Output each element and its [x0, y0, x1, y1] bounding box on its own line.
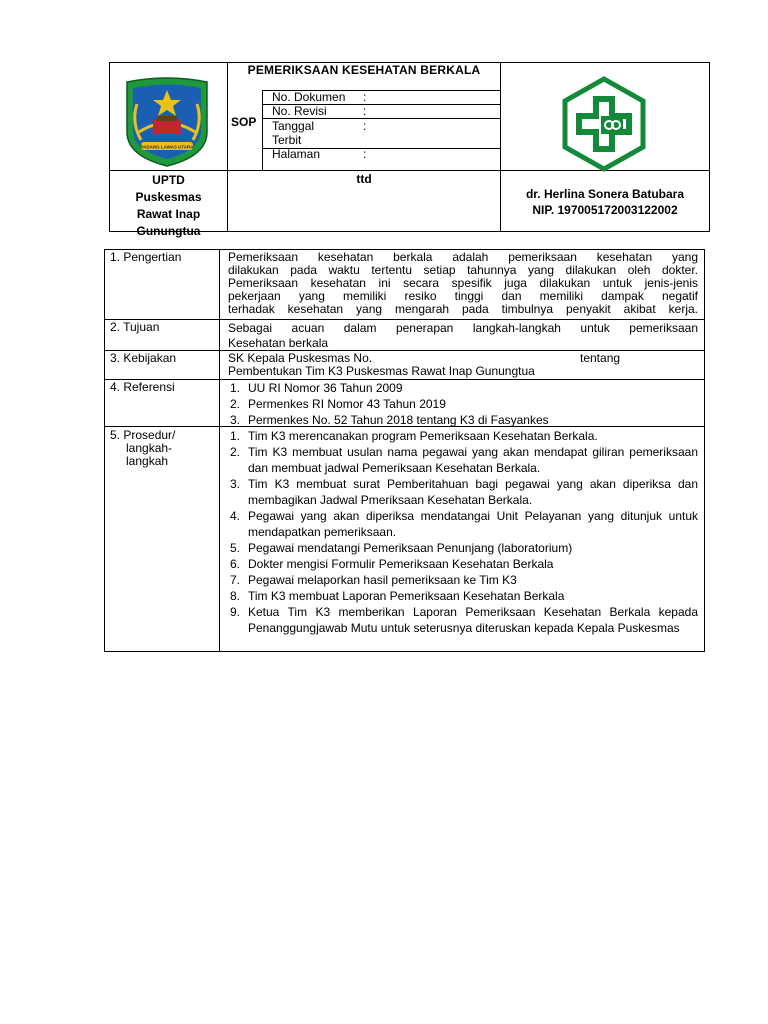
text-line: terhadak kesehatan yang mengarah pada timbulnya penyakit akibat kerja. — [228, 302, 698, 316]
label-line: langkah — [126, 454, 169, 468]
doc-field-colon: : — [363, 147, 367, 161]
kebijakan-tentang: tentang — [580, 351, 621, 365]
list-item: 2. Permenkes RI Nomor 43 Tahun 2019 — [230, 397, 446, 411]
text-line: Kesehatan berkala — [228, 336, 329, 350]
text-line: Pembentukan Tim K3 Puskesmas Rawat Inap Gunungtua — [228, 364, 535, 378]
org-line: Gunungtua — [136, 224, 201, 238]
label-line: langkah- — [126, 441, 173, 455]
text-line: dilakukan pada waktu tertentu setiap tahunnya yang dilakukan oleh dokter. — [228, 263, 698, 277]
kebijakan-sk: SK Kepala Puskesmas No. — [228, 351, 373, 365]
text-line: Sebagai acuan dalam penerapan langkah-langkah untuk pemeriksaan — [228, 321, 698, 335]
header-divider — [227, 62, 228, 232]
list-item: 4. Pegawai yang akan diperiksa mendatangai Unit Pelayanan yang ditunjuk untuk mendapatkan pemeriksaan. — [230, 509, 698, 539]
prosedur-list — [228, 428, 698, 636]
regency-seal-logo — [119, 74, 215, 168]
table-divider — [104, 319, 705, 320]
signatory-name: dr. Herlina Sonera Batubara — [525, 187, 685, 201]
doc-field-label: Halaman — [272, 147, 321, 161]
text-line: Pemeriksaan kesehatan ini secara spesifik juga dilakukan untuk jenis-jenis — [228, 276, 698, 290]
text-line: Pemeriksaan kesehatan berkala adalah pemeriksaan kesehatan yang — [228, 250, 698, 264]
tujuan-text — [228, 321, 698, 351]
doc-field-label: No. Dokumen — [272, 90, 346, 104]
signature-ttd: ttd — [356, 172, 372, 186]
page-title: PEMERIKSAAN KESEHATAN BERKALA — [247, 63, 481, 77]
org-line: UPTD — [152, 173, 185, 187]
sop-label: SOP — [231, 115, 257, 129]
doc-field-label: No. Revisi — [272, 104, 327, 118]
list-item: 2. Tim K3 membuat usulan nama pegawai yang akan mendapat giliran pemeriksaan dan membuat jadwal Pemeriksaan Kesehatan Berkala. — [230, 445, 698, 475]
list-item: 3. Permenkes No. 52 Tahun 2018 tentang K3 di Fasyankes — [230, 413, 549, 427]
signatory-nip: NIP. 197005172003122002 — [532, 203, 678, 217]
kebijakan-text — [228, 352, 698, 378]
table-divider — [219, 249, 220, 652]
list-item: 6. Dokter mengisi Formulir Pemeriksaan Kesehatan Berkala — [230, 557, 554, 571]
list-item: 3. Tim K3 membuat surat Pemberitahuan bagi pegawai yang akan diperiksa dan membagikan Jadwal Pmeriksaan Kesehatan Berkala. — [230, 477, 698, 507]
header-divider — [262, 90, 263, 170]
list-item: 1. Tim K3 merencanakan program Pemeriksaan Kesehatan Berkala. — [230, 429, 598, 443]
row-label-pengertian: 1. Pengertian — [110, 250, 182, 264]
doc-field-label: Terbit — [272, 133, 302, 147]
doc-field-label: Tanggal — [272, 119, 315, 133]
list-item: 8. Tim K3 membuat Laporan Pemeriksaan Kesehatan Berkala — [230, 589, 565, 603]
list-item: 9. Ketua Tim K3 memberikan Laporan Pemeriksaan Kesehatan Berkala kepada Penanggungjawab Mutu untuk seterusnya diteruskan kepada Kepala Puskesmas — [230, 605, 698, 635]
row-label-prosedur — [110, 429, 175, 468]
referensi-list — [228, 380, 698, 428]
row-label-tujuan: 2. Tujuan — [110, 320, 160, 334]
row-label-kebijakan: 3. Kebijakan — [110, 351, 177, 365]
list-item: 7. Pegawai melaporkan hasil pemeriksaan ke Tim K3 — [230, 573, 517, 587]
signatory — [501, 186, 709, 218]
regency-seal-icon — [119, 74, 215, 168]
logo-ribbon-text: PADANG LAWAS UTARA — [140, 144, 194, 150]
doc-field-colon: : — [363, 104, 367, 118]
puskesmas-cross-icon — [556, 76, 652, 172]
list-item: 5. Pegawai mendatangi Pemeriksaan Penunjang (laboratorium) — [230, 541, 573, 555]
row-label-referensi: 4. Referensi — [110, 380, 175, 394]
pengertian-text — [228, 251, 698, 316]
org-line: Puskesmas — [135, 190, 202, 204]
doc-field-colon: : — [363, 119, 367, 133]
org-line: Rawat Inap — [136, 207, 201, 221]
organization-name — [110, 172, 227, 240]
label-line: 5. Prosedur/ — [110, 428, 176, 442]
list-item: 1. UU RI Nomor 36 Tahun 2009 — [230, 381, 403, 395]
puskesmas-logo — [556, 76, 652, 172]
doc-field-colon: : — [363, 90, 367, 104]
text-line: pekerjaan yang memiliki resiko tinggi dan memiliki dampak negatif — [228, 289, 698, 303]
